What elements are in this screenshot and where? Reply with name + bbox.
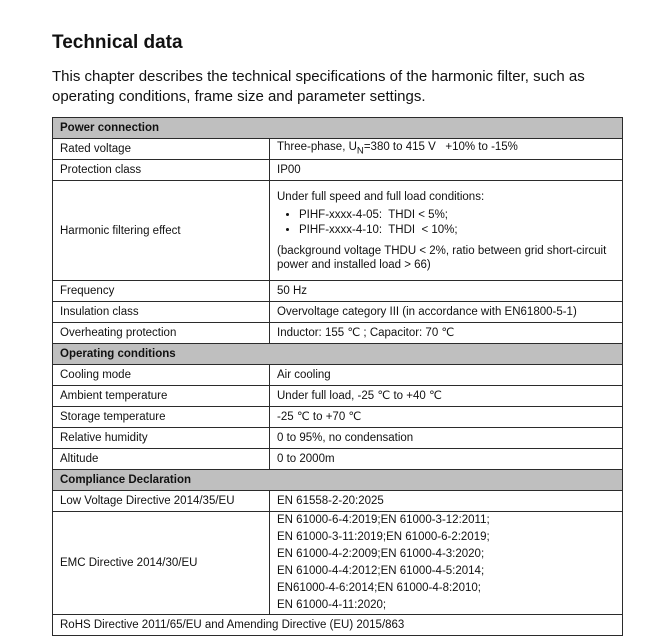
- technical-data-table: [52, 117, 623, 636]
- page-title: Technical data: [52, 32, 183, 53]
- table-row: [53, 386, 623, 407]
- row-value: Inductor: 155 ℃ ; Capacitor: 70 ℃: [270, 323, 623, 344]
- table-row: [53, 512, 623, 615]
- row-value: -25 ℃ to +70 ℃: [270, 407, 623, 428]
- list-item: • PIHF-xxxx-4-05: THDI < 5%;: [299, 208, 615, 223]
- section-title: Operating conditions: [53, 344, 623, 365]
- row-value: [270, 512, 623, 615]
- row-value: EN 61558-2-20:2025: [270, 491, 623, 512]
- table-row: [53, 491, 623, 512]
- list-item: • PIHF-xxxx-4-10: THDI < 10%;: [299, 223, 615, 238]
- row-label: Protection class: [53, 160, 270, 181]
- section-title: Compliance Declaration: [53, 470, 623, 491]
- section-header-operating: [53, 344, 623, 365]
- value-text: =380 to 415 V +10% to -15%: [363, 140, 518, 153]
- value-subscript: N: [356, 145, 364, 157]
- row-label: Insulation class: [53, 302, 270, 323]
- table-row: [53, 615, 623, 636]
- harmonic-list: [277, 208, 615, 238]
- intro-paragraph: This chapter describes the technical specifications of the harmonic filter, such as operating conditions, frame size and parameter settings.: [52, 68, 585, 105]
- row-label: Frequency: [53, 281, 270, 302]
- table-row: [53, 323, 623, 344]
- table-row: [53, 365, 623, 386]
- emc-standard-line: EN 61000-4-11:2020;: [277, 599, 387, 611]
- section-header-power: [53, 118, 623, 139]
- row-value: 0 to 2000m: [270, 449, 623, 470]
- value-text: Three-phase, U: [277, 140, 357, 153]
- row-label: Altitude: [53, 449, 270, 470]
- table-row: [53, 181, 623, 281]
- section-header-compliance: [53, 470, 623, 491]
- table-row: [53, 139, 623, 160]
- harmonic-note: (background voltage THDU < 2%, ratio between grid short-circuit power and installed load > 66): [277, 244, 607, 271]
- harmonic-intro: Under full speed and full load conditions:: [277, 190, 485, 203]
- row-label: Cooling mode: [53, 365, 270, 386]
- section-title: Power connection: [53, 118, 623, 139]
- row-label: Storage temperature: [53, 407, 270, 428]
- row-label: Ambient temperature: [53, 386, 270, 407]
- row-label: Overheating protection: [53, 323, 270, 344]
- row-value: [270, 139, 623, 160]
- row-label: Relative humidity: [53, 428, 270, 449]
- table-row: [53, 428, 623, 449]
- row-label: EMC Directive 2014/30/EU: [53, 512, 270, 615]
- rohs-declaration: RoHS Directive 2011/65/EU and Amending Directive (EU) 2015/863: [53, 615, 623, 636]
- row-value: IP00: [270, 160, 623, 181]
- table-row: [53, 407, 623, 428]
- table-row: [53, 449, 623, 470]
- emc-standard-line: EN 61000-4-2:2009;EN 61000-4-3:2020;: [277, 548, 485, 560]
- row-value: 0 to 95%, no condensation: [270, 428, 623, 449]
- row-label: Harmonic filtering effect: [53, 181, 270, 281]
- emc-standard-line: EN 61000-3-11:2019;EN 61000-6-2:2019;: [277, 531, 490, 543]
- emc-standard-line: EN61000-4-6:2014;EN 61000-4-8:2010;: [277, 582, 481, 594]
- emc-standard-line: EN 61000-4-4:2012;EN 61000-4-5:2014;: [277, 565, 485, 577]
- row-value: Overvoltage category III (in accordance with EN61800-5-1): [270, 302, 623, 323]
- emc-standard-line: EN 61000-6-4:2019;EN 61000-3-12:2011;: [277, 514, 490, 526]
- row-label: Rated voltage: [53, 139, 270, 160]
- row-label: Low Voltage Directive 2014/35/EU: [53, 491, 270, 512]
- table-row: [53, 281, 623, 302]
- table-row: [53, 302, 623, 323]
- row-value: 50 Hz: [270, 281, 623, 302]
- row-value: Air cooling: [270, 365, 623, 386]
- row-value: [270, 181, 623, 281]
- table-row: [53, 160, 623, 181]
- row-value: Under full load, -25 ℃ to +40 ℃: [270, 386, 623, 407]
